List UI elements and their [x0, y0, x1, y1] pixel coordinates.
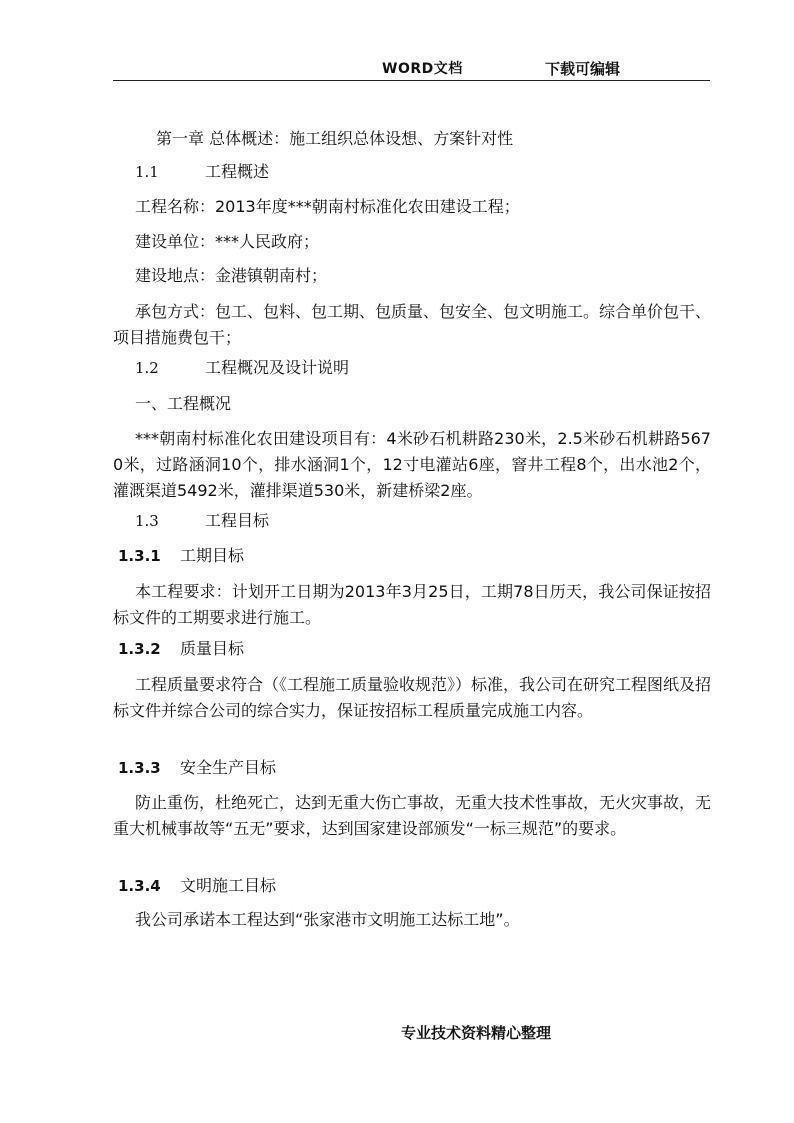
section-1-3-3-title: 安全生产目标	[180, 758, 277, 777]
section-1-3-4-title: 文明施工目标	[180, 876, 277, 895]
section-1-3-1-number: 1.3.1	[118, 547, 161, 565]
contract-mode-paragraph: 承包方式：包工、包料、包工期、包质量、包安全、包文明施工。综合单价包干、项目措施费包干；	[113, 302, 712, 347]
safety-paragraph: 防止重伤，杜绝死亡，达到无重大伤亡事故，无重大技术性事故，无火灾事故，无重大机械事故等“五无”要求，达到国家建设部颁发“一标三规范”的要求。	[113, 793, 712, 838]
overview-heading: 一、工程概况	[135, 394, 232, 413]
section-1-1-number: 1.1	[135, 163, 159, 181]
section-1-3-2-number: 1.3.2	[118, 640, 161, 658]
page-footer: 专业技术资料精心整理	[401, 1024, 552, 1042]
project-name-line: 工程名称：2013年度***朝南村标准化农田建设工程；	[135, 197, 520, 216]
location-line: 建设地点：金港镇朝南村；	[135, 266, 328, 285]
section-1-3-2-title: 质量目标	[180, 639, 245, 658]
section-1-3-number: 1.3	[135, 512, 159, 530]
section-1-3-4-number: 1.3.4	[118, 877, 161, 895]
overview-paragraph: ***朝南村标准化农田建设项目有：4米砂石机耕路230米，2.5米砂石机耕路5670米，过路涵洞10个，排水涵洞1个，12寸电灌站6座，窨井工程8个，出水池2个，灌溉渠道5492米，灌排渠道530米，新建桥梁2座。	[113, 429, 711, 500]
schedule-paragraph: 本工程要求：计划开工日期为2013年3月25日，工期78日历天，我公司保证按招标文件的工期要求进行施工。	[113, 582, 711, 627]
section-1-3-title: 工程目标	[205, 511, 270, 530]
header-edit-label: 下载可编辑	[545, 60, 621, 78]
quality-paragraph: 工程质量要求符合（《工程施工质量验收规范》）标准，我公司在研究工程图纸及招标文件并综合公司的综合实力，保证按招标工程质量完成施工内容。	[113, 675, 712, 720]
builder-line: 建设单位：***人民政府；	[135, 232, 320, 251]
page-header	[0, 0, 794, 80]
chapter-title: 第一章 总体概述：施工组织总体设想、方案针对性	[156, 129, 514, 148]
header-word-label: WORD文档	[382, 61, 463, 77]
section-1-3-3-number: 1.3.3	[118, 759, 161, 777]
header-rule	[113, 80, 710, 81]
section-1-2-number: 1.2	[135, 359, 159, 377]
civil-construction-line: 我公司承诺本工程达到“张家港市文明施工达标工地”。	[135, 910, 520, 929]
section-1-1-title: 工程概述	[205, 162, 270, 181]
section-1-3-1-title: 工期目标	[180, 546, 245, 565]
section-1-2-title: 工程概况及设计说明	[205, 358, 350, 377]
